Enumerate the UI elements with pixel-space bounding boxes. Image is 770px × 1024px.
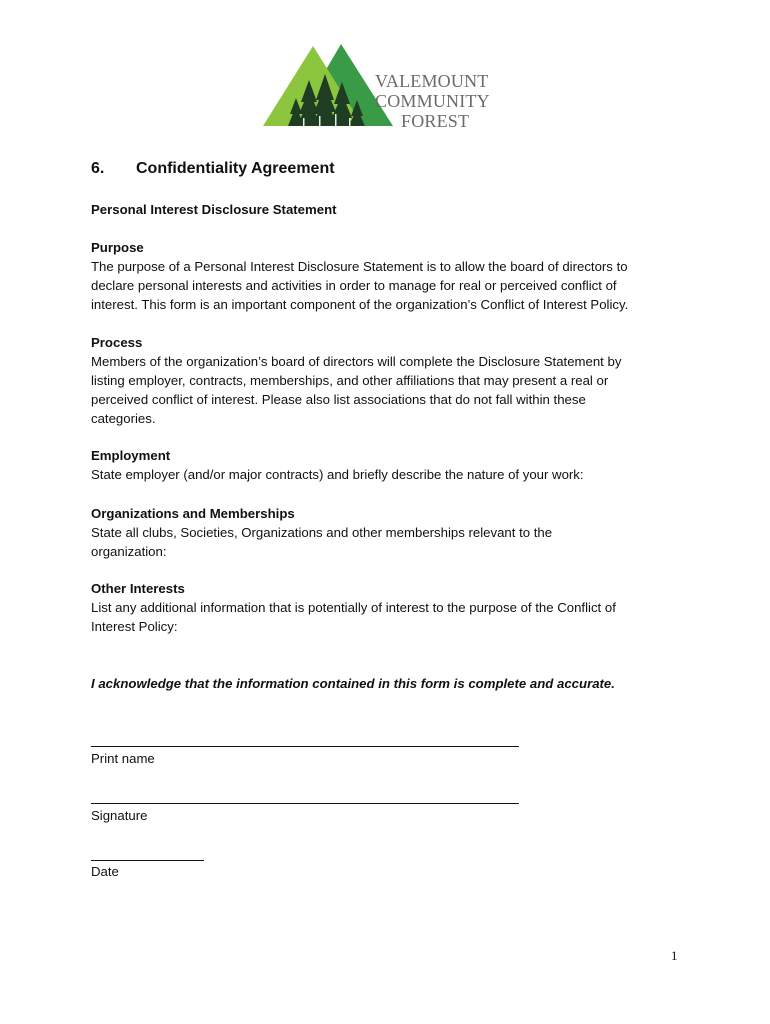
purpose-heading: Purpose <box>91 240 144 255</box>
process-line: categories. <box>91 411 156 426</box>
logo-line-1: VALEMOUNT <box>375 71 489 91</box>
page-number: 1 <box>671 948 678 963</box>
purpose-section <box>91 238 681 314</box>
other-interests-section <box>91 579 681 636</box>
organizations-section <box>91 504 681 561</box>
purpose-line: interest. This form is an important component of the organization’s Conflict of Interest Policy. <box>91 297 629 312</box>
signature-line[interactable] <box>91 803 519 804</box>
logo-line-2: COMMUNITY <box>375 91 490 111</box>
mountain-trees-icon <box>263 44 393 128</box>
employment-heading: Employment <box>91 448 171 463</box>
valemount-community-forest-logo <box>263 44 513 131</box>
subtitle: Personal Interest Disclosure Statement <box>91 202 337 217</box>
other-interests-heading: Other Interests <box>91 581 185 596</box>
process-line: perceived conflict of interest. Please also list associations that do not fall within these <box>91 392 586 407</box>
organizations-line: organization: <box>91 544 167 559</box>
organizations-line: State all clubs, Societies, Organizations and other memberships relevant to the <box>91 525 553 540</box>
section-title: Confidentiality Agreement <box>136 160 335 177</box>
process-line: listing employer, contracts, memberships, and other affiliations that may present a real or <box>91 373 609 388</box>
acknowledgement-statement: I acknowledge that the information contained in this form is complete and accurate. <box>91 676 615 691</box>
organizations-heading: Organizations and Memberships <box>91 506 295 521</box>
print-name-line[interactable] <box>91 746 519 747</box>
print-name-label: Print name <box>91 751 155 766</box>
employment-section <box>91 446 681 484</box>
purpose-line: declare personal interests and activities in order to manage for real or perceived conflict of <box>91 278 617 293</box>
employment-line: State employer (and/or major contracts) and briefly describe the nature of your work: <box>91 467 584 482</box>
signature-label: Signature <box>91 808 148 823</box>
date-label: Date <box>91 864 119 879</box>
process-section <box>91 333 681 428</box>
logo-wordmark <box>375 71 490 131</box>
other-interests-line: Interest Policy: <box>91 619 178 634</box>
process-line: Members of the organization’s board of directors will complete the Disclosure Statement by <box>91 354 622 369</box>
logo-line-3: FOREST <box>401 111 470 131</box>
other-interests-line: List any additional information that is potentially of interest to the purpose of the Conflict of <box>91 600 616 615</box>
date-line[interactable] <box>91 860 204 861</box>
subtitle-block <box>91 200 681 219</box>
process-heading: Process <box>91 335 143 350</box>
section-number: 6. <box>91 160 105 177</box>
purpose-line: The purpose of a Personal Interest Disclosure Statement is to allow the board of directors to <box>91 259 628 274</box>
page-title <box>91 160 335 178</box>
